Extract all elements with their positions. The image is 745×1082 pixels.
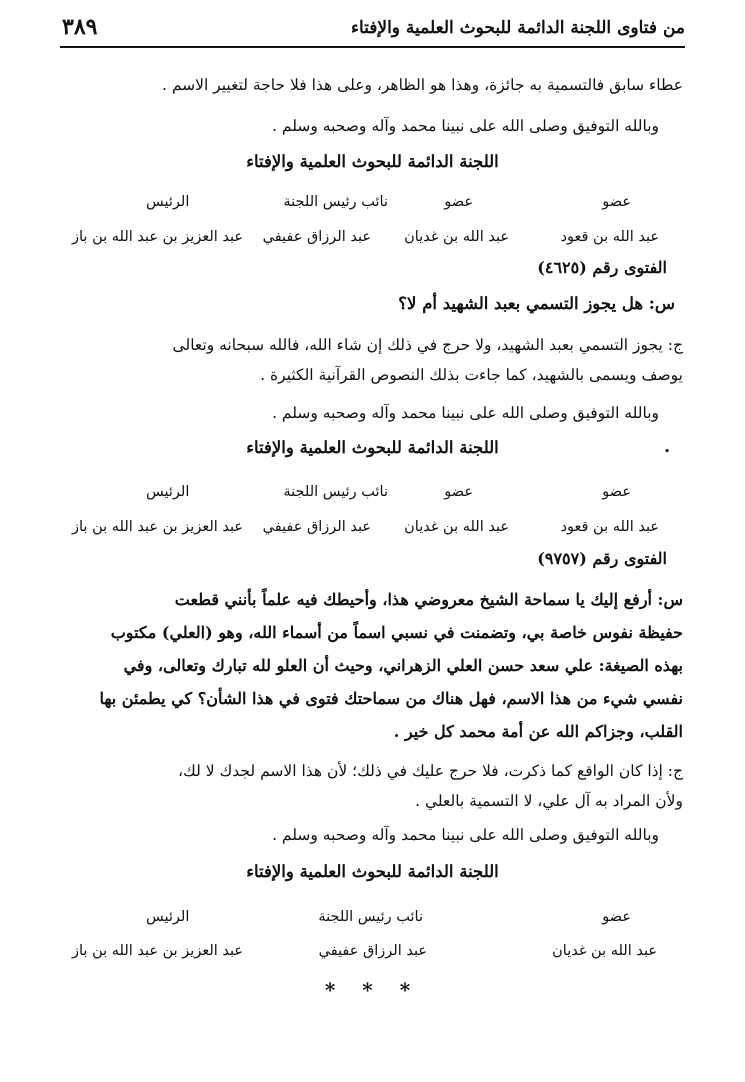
signatory-name-ghudayan: عبد الله بن غديان [404, 519, 509, 535]
fatwa-question-line: بهذه الصيغة: علي سعد حسن العلي الزهراني، وحيث أن العلو لله تبارك وتعالى، وفي [123, 656, 683, 675]
signatory-role-member: عضو [602, 484, 631, 500]
intro-paragraph: عطاء سابق فالتسمية به جائزة، وهذا هو الظاهر، وعلى هذا فلا حاجة لتغيير الاسم . [161, 76, 683, 94]
fatwa-question-line: س: أرفع إليك يا سماحة الشيخ معروضي هذا، وأحيطك فيه علماً بأنني قطعت [174, 590, 683, 609]
running-header-title: من فتاوى اللجنة الدائمة للبحوث العلمية والإفتاء [350, 18, 685, 38]
fatwa-answer-line: ولأن المراد به آل علي، لا التسمية بالعلي . [415, 792, 683, 810]
fatwa-question-line: القلب، وجزاكم الله عن أمة محمد كل خير . [393, 722, 683, 741]
signatory-role-deputy: نائب رئيس اللجنة [283, 194, 388, 210]
signatory-role-chair: الرئيس [146, 484, 190, 500]
page-number: ٣٨٩ [62, 14, 98, 40]
signatory-name-afifi: عبد الرزاق عفيفي [262, 519, 371, 535]
fatwa-answer-line: ج: يجوز التسمي بعبد الشهيد، ولا حرج في ذلك إن شاء الله، فالله سبحانه وتعالى [172, 336, 683, 354]
signatory-role-member: عضو [602, 909, 631, 925]
committee-name: اللجنة الدائمة للبحوث العلمية والإفتاء [246, 438, 499, 457]
signatory-role-deputy: نائب رئيس اللجنة [318, 909, 423, 925]
fatwa-answer-line: يوصف ويسمى بالشهيد، كما جاءت بذلك النصوص القرآنية الكثيرة . [260, 366, 683, 384]
fatwa-question-line: نفسي شيء من هذا الاسم، فهل هناك من سماحتك فتوى في هذا الشأن؟ كي يطمئن بها [99, 689, 683, 708]
signatory-name-qaud: عبد الله بن قعود [560, 229, 659, 245]
section-end-mark: * * * [324, 978, 421, 1002]
stray-dot: . [664, 436, 671, 457]
signatory-role-member: عضو [444, 194, 473, 210]
signatory-name-ghudayan: عبد الله بن غديان [552, 943, 657, 959]
signatory-name-afifi: عبد الرزاق عفيفي [262, 229, 371, 245]
signatory-name-qaud: عبد الله بن قعود [560, 519, 659, 535]
signatory-name-afifi: عبد الرزاق عفيفي [318, 943, 427, 959]
committee-name: اللجنة الدائمة للبحوث العلمية والإفتاء [246, 152, 499, 171]
committee-name: اللجنة الدائمة للبحوث العلمية والإفتاء [246, 862, 499, 881]
signatory-name-baz: عبد العزيز بن عبد الله بن باز [72, 519, 244, 535]
signatory-name-ghudayan: عبد الله بن غديان [404, 229, 509, 245]
fatwa-number: الفتوى رقم (٤٦٢٥) [537, 258, 667, 277]
fatwa-closing: وبالله التوفيق وصلى الله على نبينا محمد وآله وصحبه وسلم . [272, 826, 659, 844]
fatwa-question-line: حفيظة نفوس خاصة بي، وتضمنت في نسبي اسماً من أسماء الله، وهو (العلي) مكتوب [110, 623, 683, 642]
signatory-name-baz: عبد العزيز بن عبد الله بن باز [72, 229, 244, 245]
signatory-role-chair: الرئيس [146, 909, 190, 925]
fatwa-question: س: هل يجوز التسمي بعبد الشهيد أم لا؟ [398, 294, 675, 313]
header-rule [60, 46, 685, 48]
intro-closing: وبالله التوفيق وصلى الله على نبينا محمد وآله وصحبه وسلم . [272, 117, 659, 135]
signatory-role-deputy: نائب رئيس اللجنة [283, 484, 388, 500]
signatory-name-baz: عبد العزيز بن عبد الله بن باز [72, 943, 244, 959]
signatory-role-chair: الرئيس [146, 194, 190, 210]
signatory-role-member: عضو [602, 194, 631, 210]
fatwa-closing: وبالله التوفيق وصلى الله على نبينا محمد وآله وصحبه وسلم . [272, 404, 659, 422]
fatwa-answer-line: ج: إذا كان الواقع كما ذكرت، فلا حرج عليك في ذلك؛ لأن هذا الاسم لجدك لا لك، [178, 762, 683, 780]
signatory-role-member: عضو [444, 484, 473, 500]
fatwa-number: الفتوى رقم (٩٧٥٧) [537, 549, 667, 568]
